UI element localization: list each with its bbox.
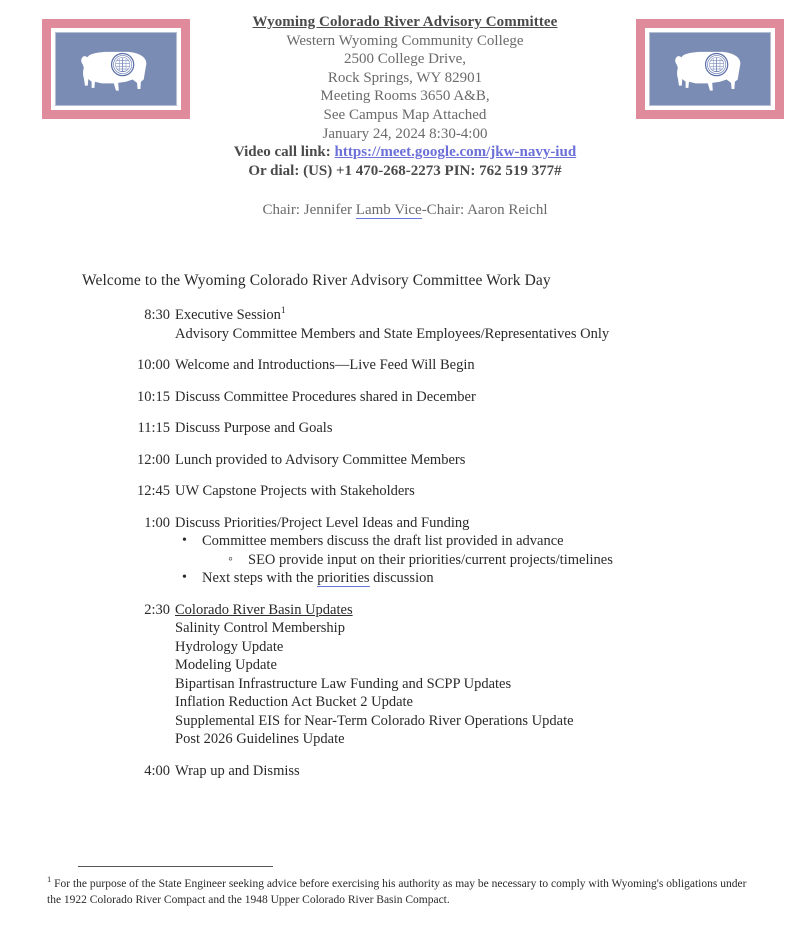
agenda-time: 2:30 [144, 601, 170, 618]
meeting-date-time: January 24, 2024 8:30-4:00 [322, 125, 488, 142]
bison-icon [650, 33, 770, 105]
agenda-time: 8:30 [144, 307, 170, 323]
agenda-item [0, 514, 799, 588]
agenda-item [0, 419, 799, 438]
agenda-subline: Inflation Reduction Act Bucket 2 Update [175, 694, 413, 710]
list-item: ◦ SEO provide input on their priorities/current projects/timelines [248, 551, 613, 570]
agenda-subline: Salinity Control Membership [175, 620, 345, 636]
agenda-subline: Supplemental EIS for Near-Term Colorado River Operations Update [175, 712, 574, 729]
agenda-body [175, 514, 613, 588]
agenda-body: Discuss Committee Procedures shared in December [175, 388, 476, 405]
wyoming-flag-left-icon [42, 19, 190, 119]
agenda-time: 11:15 [137, 420, 170, 436]
meeting-info-block [196, 13, 614, 220]
address-line-rooms: Meeting Rooms 3650 A&B, [320, 88, 490, 105]
bullet-grammar-flagged-text: priorities [317, 570, 370, 586]
footnote-body: For the purpose of the State Engineer seeking advice before exercising his authority as may be necessary to comply with Wyoming's obligations under the 1922 Colorado River Compact and the 1948 Upper Colorado River Basin Compact. [47, 878, 747, 906]
address-line-map-note: See Campus Map Attached [323, 106, 487, 123]
agenda-time: 10:15 [136, 388, 170, 405]
document-header [0, 0, 799, 219]
welcome-heading: Welcome to the Wyoming Colorado River Advisory Committee Work Day [82, 272, 551, 289]
agenda-title: Discuss Priorities/Project Level Ideas and Funding [175, 514, 470, 531]
flag-white-border [51, 28, 181, 110]
agenda-item [0, 482, 799, 501]
agenda-item [0, 762, 799, 781]
chair-line [196, 201, 614, 220]
agenda-subline: Post 2026 Guidelines Update [175, 731, 345, 747]
footnote-separator [78, 866, 273, 867]
chair-prefix: Chair: Jennifer [262, 202, 356, 219]
bullet-text-before: Next steps with the [202, 570, 318, 586]
video-call-line [196, 143, 614, 162]
list-item: • Committee members discuss the draft list provided in advance [202, 532, 613, 551]
flag-white-border [645, 28, 775, 110]
flag-blue-field [55, 32, 177, 106]
bison-icon [56, 33, 176, 105]
agenda-time: 4:00 [144, 762, 170, 779]
address-line-venue: Western Wyoming Community College [286, 32, 524, 49]
agenda-item [0, 601, 799, 749]
address-line-city: Rock Springs, WY 82901 [327, 69, 483, 86]
agenda-body: Discuss Purpose and Goals [175, 420, 333, 436]
wyoming-flag-right-icon [636, 19, 784, 119]
agenda-subline: Advisory Committee Members and State Employees/Representatives Only [175, 325, 610, 342]
footnote-text [47, 876, 753, 908]
address-line-street: 2500 College Drive, [343, 51, 467, 68]
chair-grammar-flagged-text: Lamb Vice [355, 202, 422, 219]
flag-blue-field [649, 32, 771, 106]
dial-in-line: Or dial: (US) +1 470-268-2273 PIN: 762 519 377# [248, 162, 562, 179]
footnote-marker: 1 [280, 306, 286, 317]
agenda-body: UW Capstone Projects with Stakeholders [175, 483, 415, 499]
agenda-subline: Modeling Update [175, 657, 277, 673]
agenda-item [0, 356, 799, 375]
agenda-title: Executive Session [175, 307, 281, 323]
agenda-body [175, 601, 574, 749]
agenda-title: Colorado River Basin Updates [175, 601, 353, 618]
chair-suffix: -Chair: Aaron Reichl [421, 202, 548, 219]
agenda-list [0, 306, 799, 793]
agenda-body: Welcome and Introductions—Live Feed Will Begin [175, 357, 475, 373]
agenda-time: 12:00 [136, 451, 170, 468]
video-call-label: Video call link: [233, 144, 335, 161]
bullet-text-after: discussion [369, 570, 434, 586]
agenda-body [175, 306, 609, 343]
agenda-time: 1:00 [144, 514, 170, 531]
agenda-time: 12:45 [136, 483, 170, 499]
list-item [202, 569, 613, 588]
footnote-section [47, 866, 753, 908]
agenda-item [0, 451, 799, 470]
agenda-item [0, 306, 799, 343]
video-call-link[interactable]: https://meet.google.com/jkw-navy-iud [334, 144, 577, 161]
agenda-body: Wrap up and Dismiss [175, 762, 300, 779]
agenda-item [0, 388, 799, 407]
agenda-subline: Hydrology Update [175, 638, 284, 655]
agenda-subline: Bipartisan Infrastructure Law Funding and SCPP Updates [175, 675, 512, 692]
agenda-body: Lunch provided to Advisory Committee Members [175, 451, 466, 468]
document-title: Wyoming Colorado River Advisory Committee [252, 14, 558, 30]
agenda-time: 10:00 [136, 357, 170, 373]
footnote-marker: 1 [47, 874, 52, 885]
agenda-bullet-list [175, 532, 613, 588]
